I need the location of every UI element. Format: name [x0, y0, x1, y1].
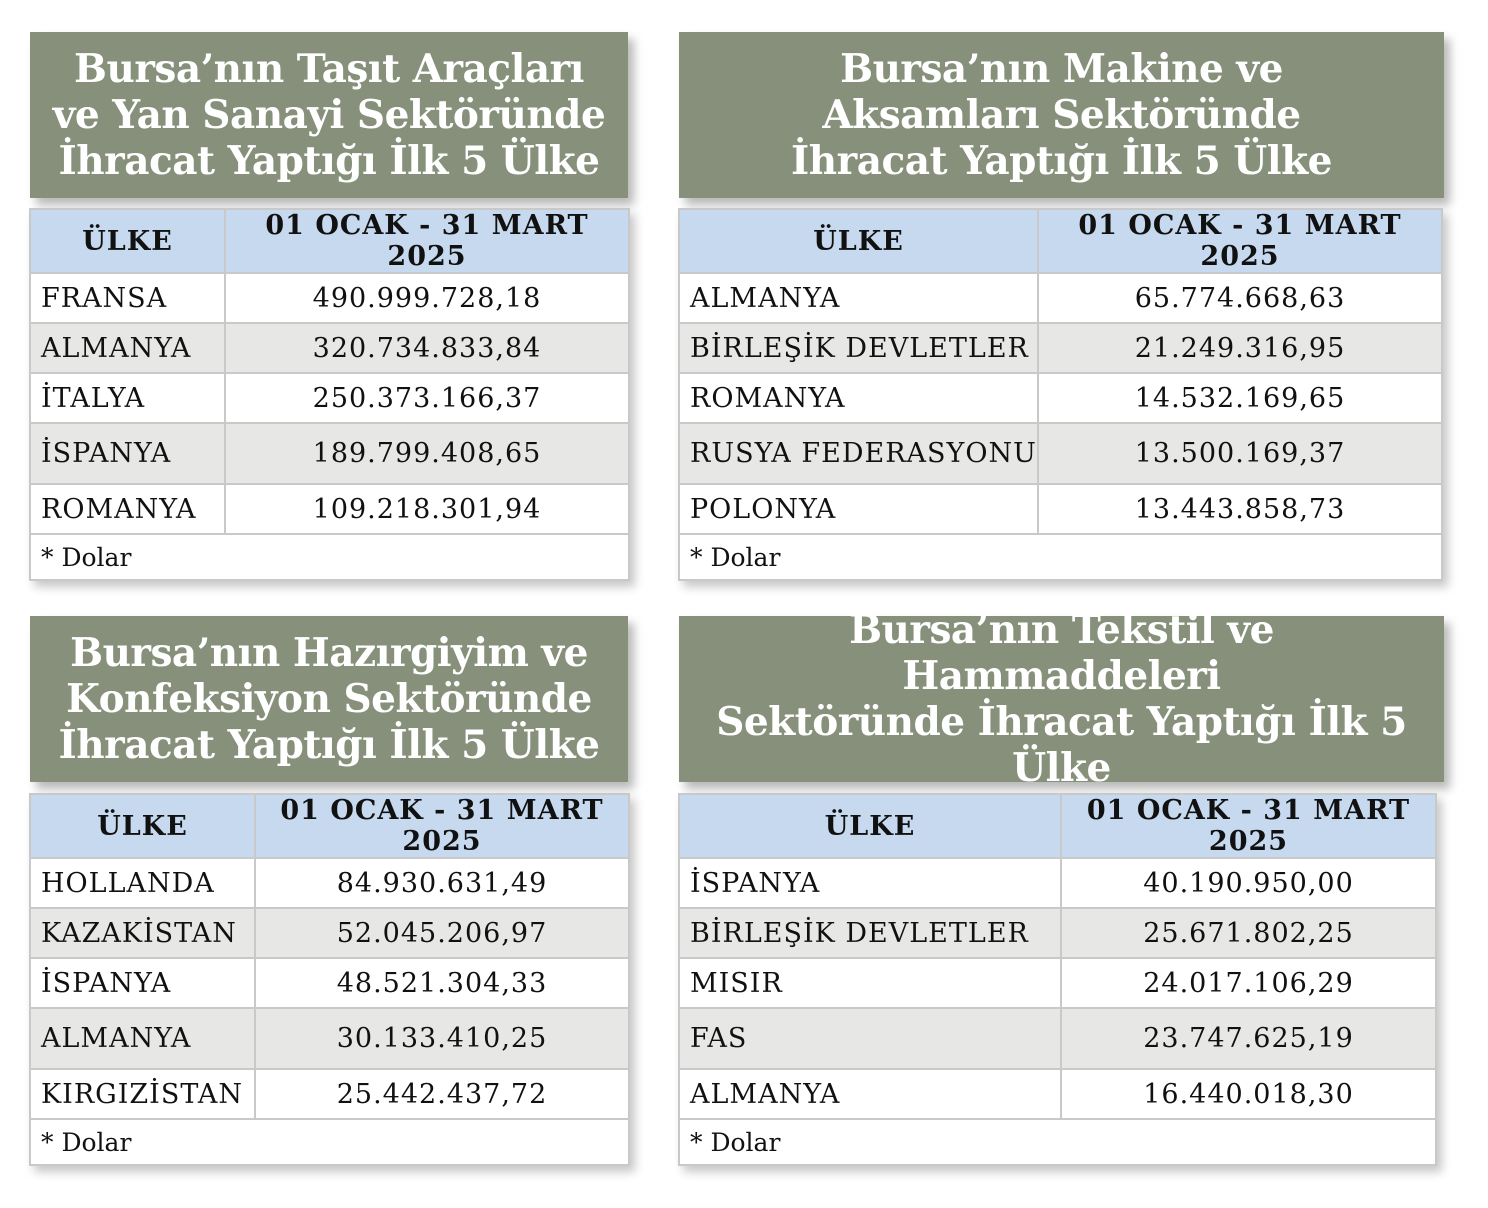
table-row [30, 484, 629, 534]
table-3-title [30, 616, 628, 782]
table-row [30, 373, 629, 423]
table-row [30, 323, 629, 373]
table-2-header-period: 01 OCAK - 31 MART 2025 [1038, 209, 1442, 273]
table-row [679, 1069, 1436, 1119]
table-row [679, 484, 1442, 534]
table-2-header-country: ÜLKE [679, 209, 1038, 273]
table-1-header-period: 01 OCAK - 31 MART 2025 [225, 209, 629, 273]
country-cell: MISIR [679, 958, 1061, 1008]
country-cell: KAZAKİSTAN [30, 908, 255, 958]
table-1-footnote: * Dolar [30, 534, 629, 580]
country-cell: ALMANYA [679, 1069, 1061, 1119]
value-cell: 24.017.106,29 [1061, 958, 1436, 1008]
table-3-header-period: 01 OCAK - 31 MART 2025 [255, 794, 629, 858]
table-1-title-line-3: İhracat Yaptığı İlk 5 Ülke [58, 138, 600, 184]
country-cell: İSPANYA [30, 423, 225, 484]
country-cell: KIRGIZİSTAN [30, 1069, 255, 1119]
table-2-title-line-2: Aksamları Sektöründe [822, 92, 1301, 138]
country-cell: FRANSA [30, 273, 225, 323]
table-row [679, 323, 1442, 373]
value-cell: 109.218.301,94 [225, 484, 629, 534]
value-cell: 250.373.166,37 [225, 373, 629, 423]
table-row [30, 958, 629, 1008]
country-cell: HOLLANDA [30, 858, 255, 908]
table-1-header-country: ÜLKE [30, 209, 225, 273]
table-1-title-line-2: ve Yan Sanayi Sektöründe [52, 92, 606, 138]
value-cell: 84.930.631,49 [255, 858, 629, 908]
table-row [679, 858, 1436, 908]
value-cell: 14.532.169,65 [1038, 373, 1442, 423]
value-cell: 320.734.833,84 [225, 323, 629, 373]
value-cell: 490.999.728,18 [225, 273, 629, 323]
country-cell: İSPANYA [679, 858, 1061, 908]
table-1-title [30, 32, 628, 198]
table-row [679, 373, 1442, 423]
country-cell: FAS [679, 1008, 1061, 1069]
table-2 [678, 208, 1443, 581]
table-row [679, 908, 1436, 958]
value-cell: 65.774.668,63 [1038, 273, 1442, 323]
table-4-title [679, 607, 1444, 791]
value-cell: 189.799.408,65 [225, 423, 629, 484]
value-cell: 40.190.950,00 [1061, 858, 1436, 908]
value-cell: 21.249.316,95 [1038, 323, 1442, 373]
country-cell: BİRLEŞİK DEVLETLER [679, 908, 1061, 958]
table-row [679, 273, 1442, 323]
country-cell: RUSYA FEDERASYONU [679, 423, 1038, 484]
table-row [679, 423, 1442, 484]
table-row [30, 1069, 629, 1119]
table-2-footnote: * Dolar [679, 534, 1442, 580]
table-2-title-line-1: Bursa’nın Makine ve [840, 46, 1283, 92]
table-3-title-line-1: Bursa’nın Hazırgiyim ve [70, 630, 588, 676]
table-3-header-country: ÜLKE [30, 794, 255, 858]
value-cell: 30.133.410,25 [255, 1008, 629, 1069]
value-cell: 16.440.018,30 [1061, 1069, 1436, 1119]
table-4-title-line-2: Sektöründe İhracat Yaptığı İlk 5 Ülke [716, 699, 1407, 791]
table-4-footnote: * Dolar [679, 1119, 1436, 1165]
country-cell: BİRLEŞİK DEVLETLER [679, 323, 1038, 373]
table-4-title-line-1: Bursa’nın Tekstil ve Hammaddeleri [849, 607, 1274, 699]
value-cell: 25.442.437,72 [255, 1069, 629, 1119]
table-4-header-country: ÜLKE [679, 794, 1061, 858]
value-cell: 23.747.625,19 [1061, 1008, 1436, 1069]
table-row [679, 958, 1436, 1008]
table-3-footnote: * Dolar [30, 1119, 629, 1165]
country-cell: ROMANYA [679, 373, 1038, 423]
country-cell: İSPANYA [30, 958, 255, 1008]
country-cell: ALMANYA [679, 273, 1038, 323]
table-row [30, 423, 629, 484]
table-3 [29, 793, 630, 1166]
country-cell: İTALYA [30, 373, 225, 423]
table-4-header-period: 01 OCAK - 31 MART 2025 [1061, 794, 1436, 858]
country-cell: ALMANYA [30, 323, 225, 373]
country-cell: POLONYA [679, 484, 1038, 534]
table-row [30, 1008, 629, 1069]
table-row [30, 908, 629, 958]
table-2-title [679, 32, 1444, 198]
table-row [679, 1008, 1436, 1069]
table-1 [29, 208, 630, 581]
value-cell: 52.045.206,97 [255, 908, 629, 958]
table-row [30, 858, 629, 908]
table-2-title-line-3: İhracat Yaptığı İlk 5 Ülke [791, 138, 1332, 184]
country-cell: ALMANYA [30, 1008, 255, 1069]
table-1-title-line-1: Bursa’nın Taşıt Araçları [74, 46, 584, 92]
value-cell: 48.521.304,33 [255, 958, 629, 1008]
value-cell: 25.671.802,25 [1061, 908, 1436, 958]
table-row [30, 273, 629, 323]
value-cell: 13.500.169,37 [1038, 423, 1442, 484]
table-3-title-line-2: Konfeksiyon Sektöründe [66, 676, 592, 722]
country-cell: ROMANYA [30, 484, 225, 534]
table-4 [678, 793, 1437, 1166]
table-3-title-line-3: İhracat Yaptığı İlk 5 Ülke [58, 722, 600, 768]
value-cell: 13.443.858,73 [1038, 484, 1442, 534]
